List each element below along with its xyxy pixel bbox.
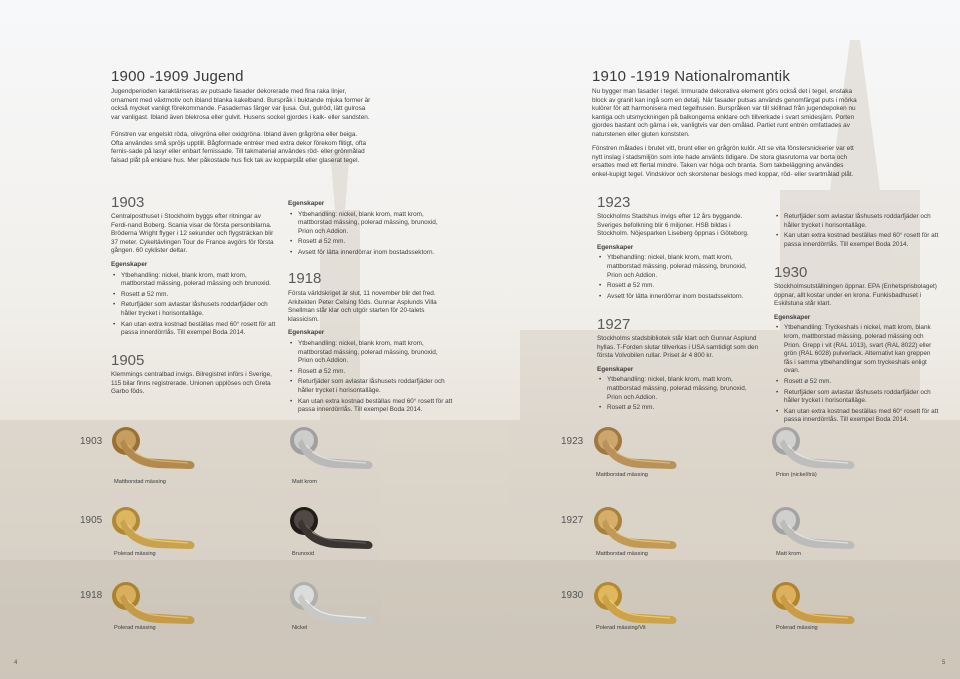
left-era-title: 1900 -1909 Jugend — [111, 68, 244, 85]
right-era-title: 1910 -1919 Nationalromantik — [592, 68, 791, 85]
year-1918-heading: 1918 — [288, 270, 322, 287]
year-1930-block — [774, 283, 939, 427]
bullet: • Avsett för lätta innerdörrar inom bostadssektorn. — [298, 249, 453, 258]
year-1930-heading: 1930 — [774, 264, 808, 281]
bullet: • Rosett ø 52 mm. — [607, 282, 762, 291]
year-1905-text: Klemmings centralbad invigs. Bilregistret införs i Sverige, 115 bilar finns registrerade. Unionen upplöses och Greta Garbo föds. — [111, 371, 272, 396]
bullet: • Returfjäder som avlastar låshusets roddarfjäder och håller trycket i horisontalläge. — [784, 389, 939, 406]
door-handle-image — [110, 425, 200, 477]
row-year: 1930 — [561, 590, 584, 601]
page-number-left: 4 — [14, 660, 18, 666]
year-1930-label: Egenskaper — [774, 313, 811, 321]
finish-caption: Polerad mässing — [776, 625, 818, 631]
door-handle-image — [110, 505, 200, 557]
bullet: • Kan utan extra kostnad beställas med 60° rosett för att passa innerdörrlås. Till exempel Boda 2014. — [121, 321, 276, 338]
left-col2-top — [288, 200, 453, 260]
door-handle-image — [288, 505, 378, 557]
left-intro-1: Jugendperioden karaktäriseras av putsade fasader dekorerade med fina raka linjer, ornament med växtmotiv och ibland blanka kakelband. Burspråk i buktande mjuka former är också mycket vanligt förekommande. Fasadernas färger var ljusa. Gul, gulröd, lätt gulrosa var vanligast. Ibland även blekrosa eller gulvit. Husens sockel gjordes i kalk- eller sandsten. — [111, 88, 371, 121]
finish-caption: Prion (nickel/trä) — [776, 472, 817, 478]
year-1927-bullets — [597, 376, 762, 412]
bullet: • Returfjäder som avlastar låshusets roddarfjäder och håller trycket i horisontalläge. — [121, 301, 276, 318]
year-1927-heading: 1927 — [597, 316, 631, 333]
finish-caption: Mattborstad mässing — [596, 472, 648, 478]
year-1930-bullets — [774, 324, 939, 425]
right-col2-bullets — [774, 213, 939, 249]
bullet: • Ytbehandling: Tryckeshals i nickel, matt krom, blank krom, mattborstad mässing, polerad mässing och Prion. Grepp i vit (RAL 1013), svart (RAL 8022) eller grön (RAL 6028) pulverlack. Alternativt kan greppen fås i samma ytbehandlingar som tryckeshals enligt ovan. — [784, 324, 939, 376]
year-1903-block — [111, 213, 276, 340]
year-1903-heading: 1903 — [111, 194, 145, 211]
row-year: 1903 — [80, 436, 103, 447]
bullet: • Kan utan extra kostnad beställas med 60° rosett för att passa innerdörrlås. Till exempel Boda 2014. — [784, 232, 939, 249]
door-handle-image — [288, 425, 378, 477]
year-1918-bullets — [288, 340, 453, 415]
bullet: • Rosett ø 52 mm. — [607, 404, 762, 413]
left-intro-2: Fönstren var engelskt röda, olivgröna eller oxidgröna. Ibland även grågröna eller beiga. Ofta användes små spröjs upptill. Bågformade entréer med extra dekor förekom flitigt, ofta fernis-sade på lasyr eller enbart fernissade. Till takmaterial användes röd- eller grönmålad falsad plåt på enklare hus. Mer påkostade hus fick tak av kopparplåt eller glaserat tegel. — [111, 131, 367, 164]
year-1927-text: Stockholms stadsbibliotek står klart och Gunnar Asplund hyllas. T-Forden slutar tillverkas i USA samtidigt som den första Volvobilen rullar. Priset är 4 800 kr. — [597, 335, 759, 360]
row-year: 1905 — [80, 515, 103, 526]
bullet: • Ytbehandling: nickel, blank krom, matt krom, mattborstad mässing, polerad mässing, brunoxid, Prion och Addion. — [298, 211, 453, 237]
year-1923-text: Stockholms Stadshus invigs efter 12 års byggande. Sveriges befolkning blir 6 miljoner. HSB bildas i Stockholm. Nöjesparken Liseberg öppnas i Göteborg. — [597, 213, 749, 238]
bullet: • Rosett ø 52 mm. — [121, 291, 276, 300]
bullet: • Avsett för lätta innerdörrar inom bostadssektorn. — [607, 293, 762, 302]
bullet: • Ytbehandling: nickel, blank krom, matt krom, mattborstad mässing, polerad mässing, brunoxid, Prion och Addion. — [298, 340, 453, 366]
row-year: 1927 — [561, 515, 584, 526]
year-1903-text: Centralposthuset i Stockholm byggs efter ritningar av Ferdi-nand Boberg. Scania visar de första personbilarna. Bröderna Wright flyger i 12 sekunder och flygsträckan blir 37 meter. Cykeltävlingen Tour de France avgörs för första gången. 60 cyklister deltar. — [111, 213, 274, 255]
finish-caption: Nickel — [292, 625, 308, 631]
right-col2-top — [774, 213, 939, 251]
finish-caption: Polerad mässing — [114, 625, 156, 631]
year-1918-text: Första världskriget är slut, 11 november blir det fred. Arkitekten Peter Celsing föds. Gunnar Asplunds Villa Snellman står klar och utgör starten för 20-talets klassicism. — [288, 290, 437, 323]
year-1923-bullets — [597, 254, 762, 301]
bullet: • Ytbehandling: nickel, blank krom, matt krom, mattborstad mässing, polerad mässing och brunoxid. — [121, 272, 276, 289]
bullet: • Kan utan extra kostnad beställas med 60° rosett för att passa innerdörrlås. Till exempel Boda 2014. — [298, 398, 453, 415]
door-handle-image — [770, 505, 860, 557]
right-intro-1: Nu bygger man fasader i tegel. Inmurade dekorativa element görs också det i tegel, enstaka block av granit kan ingå som en detalj. När fasader putsas används genomfärgat puts i mörka kulörer för att harmonisera med tegelhusen. Burspråken var till skillnad från jugendepoken nu kantiga och utsmyckningen på balkongerna enklare och tillverkade i svart smidesjärn. Porten gjordes bastant och gärna i ek, vanligtvis var den omålad. Partiet runt entrén omfattades av naturstenen eller gjuten konststen. — [592, 88, 857, 138]
left-col2-label: Egenskaper — [288, 200, 325, 207]
left-col2-bullets — [288, 211, 453, 258]
row-year: 1918 — [80, 590, 103, 601]
page-number-right: 5 — [942, 660, 946, 666]
bullet: • Returfjäder som avlastar låshusets roddarfjäder och håller trycket i horisontalläge. — [298, 378, 453, 395]
year-1918-label: Egenskaper — [288, 329, 325, 337]
year-1918-block — [288, 290, 453, 417]
year-1930-text: Stockholmsutställningen öppnar. EPA (Enhetsprisbolaget) öppnar, allt kostar under en krona. Funkisbadhuset i Eskilstuna står klart. — [774, 283, 937, 308]
year-1923-heading: 1923 — [597, 194, 631, 211]
bullet: • Rosett ø 52 mm. — [298, 368, 453, 377]
bullet: • Returfjäder som avlastar låshusets roddarfjäder och håller trycket i horisontalläge. — [784, 213, 939, 230]
bullet: • Rosett ø 52 mm. — [784, 378, 939, 387]
bullet: • Ytbehandling: nickel, blank krom, matt krom, mattborstad mässing, polerad mässing, brunoxid, Prion och Addion. — [607, 254, 762, 280]
year-1903-bullets — [111, 272, 276, 338]
finish-caption: Matt krom — [292, 479, 317, 485]
year-1923-label: Egenskaper — [597, 243, 634, 251]
bullet: • Rosett ø 52 mm. — [298, 238, 453, 247]
row-year: 1923 — [561, 436, 584, 447]
bullet: • Kan utan extra kostnad beställas med 60° rosett för att passa innerdörrlås. Till exempel Boda 2014. — [784, 408, 939, 425]
finish-caption: Mattborstad mässing — [114, 479, 166, 485]
finish-caption: Mattborstad mässing — [596, 551, 648, 557]
right-intro-2: Fönstren målades i brutet vitt, brunt eller en grågrön kulör. Att se vita fönstersnickerier var ett nytt inslag i stadsmiljön som inte hade använts tidigare. De stora glasrutorna var borta och ersattes med ett flertal mindre. Taken var höga och branta. Som takbeläggning användes enkel-kupigt tegel. Vindskivor och skorstenar beslogs med koppar, röd- eller svartmålad plåt. — [592, 145, 854, 178]
door-handle-image — [592, 425, 682, 477]
year-1903-label: Egenskaper — [111, 260, 148, 268]
finish-caption: Polerad mässing/Vit — [596, 625, 646, 631]
finish-caption: Matt krom — [776, 551, 801, 557]
finish-caption: Brunoxid — [292, 551, 315, 557]
finish-caption: Polerad mässing — [114, 551, 156, 557]
year-1927-block — [597, 335, 762, 415]
year-1905-heading: 1905 — [111, 352, 145, 369]
year-1927-label: Egenskaper — [597, 365, 634, 373]
year-1923-block — [597, 213, 762, 303]
door-handle-image — [592, 505, 682, 557]
bullet: • Ytbehandling: nickel, blank krom, matt krom, mattborstad mässing, polerad mässing, brunoxid, Prion och Addion. — [607, 376, 762, 402]
door-handle-image — [770, 425, 860, 477]
